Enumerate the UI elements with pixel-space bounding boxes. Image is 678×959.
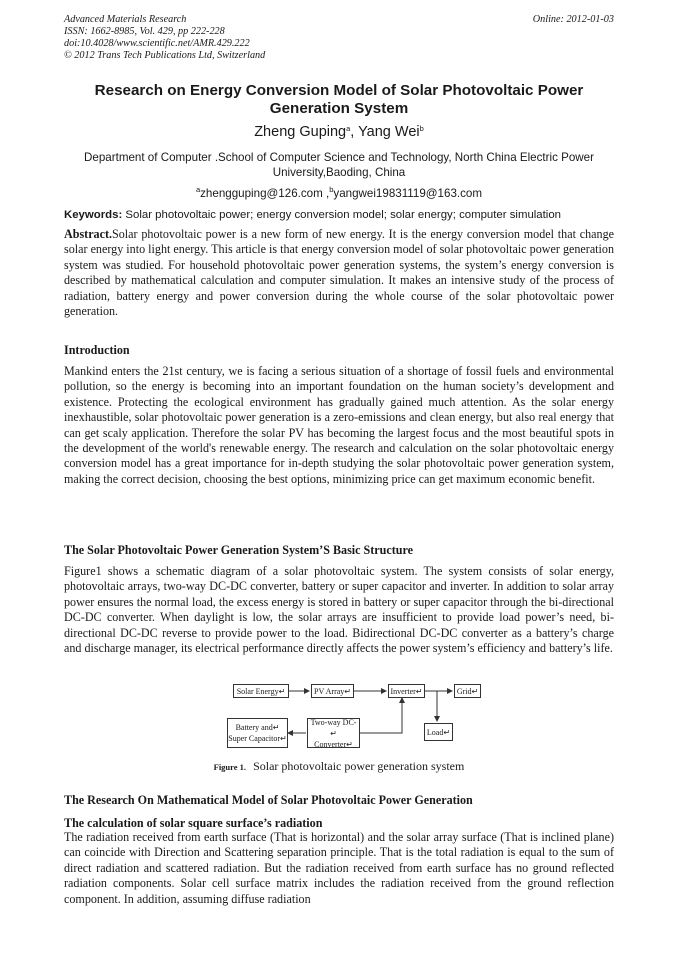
email-mark: a: [195, 185, 201, 194]
journal-name: Advanced Materials Research: [64, 14, 187, 25]
subsection-heading: The calculation of solar square surface’s radiation: [64, 816, 323, 830]
box-label: Load↵: [426, 727, 451, 737]
author-emails: [0, 185, 678, 200]
section-heading: Introduction: [64, 343, 130, 357]
journal-header: [64, 14, 614, 62]
author-name: Zheng Guping: [254, 124, 347, 140]
box-pv-array: [311, 684, 354, 698]
calculation-paragraph: The radiation received from earth surface (That is horizontal) and the solar array surface (That is inclined plane) can coincide with Direction and Scattering separation principle. That is the total radiation is equal to the sum of direct radiation and scattered radiation. But the radiation received from earth surface has no ground reflected radiation components. Solar cell surface matrix includes the radiation received from the ground reflection component. In addition, assuming diffuse radiation: [64, 830, 614, 906]
figure-label: Figure 1.: [213, 762, 247, 772]
box-load: [424, 723, 453, 741]
box-inverter: [388, 684, 425, 698]
abstract: [64, 227, 614, 319]
author-list: [0, 124, 678, 140]
doi-line: doi:10.4028/www.scientific.net/AMR.429.222: [64, 38, 250, 49]
box-label: Battery and↵: [235, 723, 280, 732]
box-label: Super Capacitor↵: [228, 734, 287, 743]
issn-line: ISSN: 1662-8985, Vol. 429, pp 222-228: [64, 26, 225, 37]
section-heading: The Research On Mathematical Model of Solar Photovoltaic Power Generation: [64, 793, 473, 807]
email-link[interactable]: yangwei19831119@163.com: [333, 187, 483, 200]
box-label: Two-way DC-↵: [310, 717, 357, 738]
author-name: Yang Wei: [358, 124, 420, 140]
figure-caption-text: Solar photovoltaic power generation system: [253, 759, 465, 773]
box-label: Inverter↵: [390, 686, 423, 696]
box-solar-energy: [233, 684, 289, 698]
abstract-text: Solar photovoltaic power is a new form of new energy. It is the energy conversion model that change solar energy into light energy. This article is that energy conversion model of solar photovoltaic power generation system was studied. For household photovoltaic power generation systems, the system’s energy conversion is described by mathematical calculation and computer simulation. It makes an intensive study of the process of radiation, battery energy and power conversion during the whole course of the solar photovoltaic power generation.: [64, 227, 614, 319]
box-battery-super-capacitor: [227, 718, 288, 748]
online-date: Online: 2012-01-03: [532, 14, 614, 25]
copyright-line: © 2012 Trans Tech Publications Ltd, Switzerland: [64, 50, 266, 61]
email-mark: b: [329, 185, 334, 194]
section-heading: The Solar Photovoltaic Power Generation System’S Basic Structure: [64, 543, 414, 557]
paper-title: Research on Energy Conversion Model of Solar Photovoltaic Power Generation System: [94, 82, 584, 117]
structure-paragraph: Figure1 shows a schematic diagram of a solar photovoltaic system. The system consists of solar energy, photovoltaic arrays, two-way DC-DC converter, battery or super capacitor and inverter. In addition to solar array power ensures the normal load, the excess energy is stored in battery or super capacitor through the bi-directional DC-DC converter. When daylight is low, the solar arrays are insufficient to provide load power’s need, bi-directional DC-DC reverse to provide power to the load. Bidirectional DC-DC converter as a battery’s charge and discharge manager, its electrical performance directly affects the power system’s efficiency and battery’s life.: [64, 564, 614, 656]
figure-caption: [0, 759, 678, 774]
email-link[interactable]: zhengguping@126.com ,: [200, 187, 330, 200]
box-grid: [454, 684, 481, 698]
box-two-way-converter: [307, 718, 360, 748]
keywords: [64, 209, 624, 221]
author-affil-mark: b: [419, 124, 424, 133]
affiliation: Department of Computer .School of Computer Science and Technology, North China Electric Power University,Baoding, China: [84, 151, 594, 179]
arrow-converter-to-inverter: [360, 698, 402, 733]
keywords-label: Keywords:: [64, 209, 123, 221]
keywords-text: Solar photovoltaic power; energy conversion model; solar energy; computer simulation: [125, 209, 562, 221]
box-label: PV Array↵: [314, 686, 351, 696]
box-label: Grid↵: [456, 686, 479, 696]
author-separator: ,: [350, 124, 359, 140]
abstract-label: Abstract.: [64, 227, 113, 241]
author-affil-mark: a: [346, 124, 351, 133]
box-label: Converter↵: [314, 739, 353, 749]
system-diagram: [222, 681, 522, 753]
box-label: Solar Energy↵: [236, 686, 286, 696]
introduction-paragraph: Mankind enters the 21st century, we is facing a serious situation of a shortage of fossil fuels and environmental pollution, so the energy is becoming into an important foundation on the human society’s development and existence. Protecting the ecological environment has gradually gained much attention. As the solar energy inexhaustible, solar photovoltaic power generation is a zero-emissions and clean energy, but also real energy that can get scaly application. Therefore the solar PV has becoming the largest focus and the most beautiful spots in the development of the world's renewable energy. The research and calculation on the solar photovoltaic energy conversion model has a great importance for in-depth studying the solar photovoltaic power generation system, making the correct decision, choosing the best options, minimizing price can get maximum economic benefit.: [64, 364, 614, 486]
